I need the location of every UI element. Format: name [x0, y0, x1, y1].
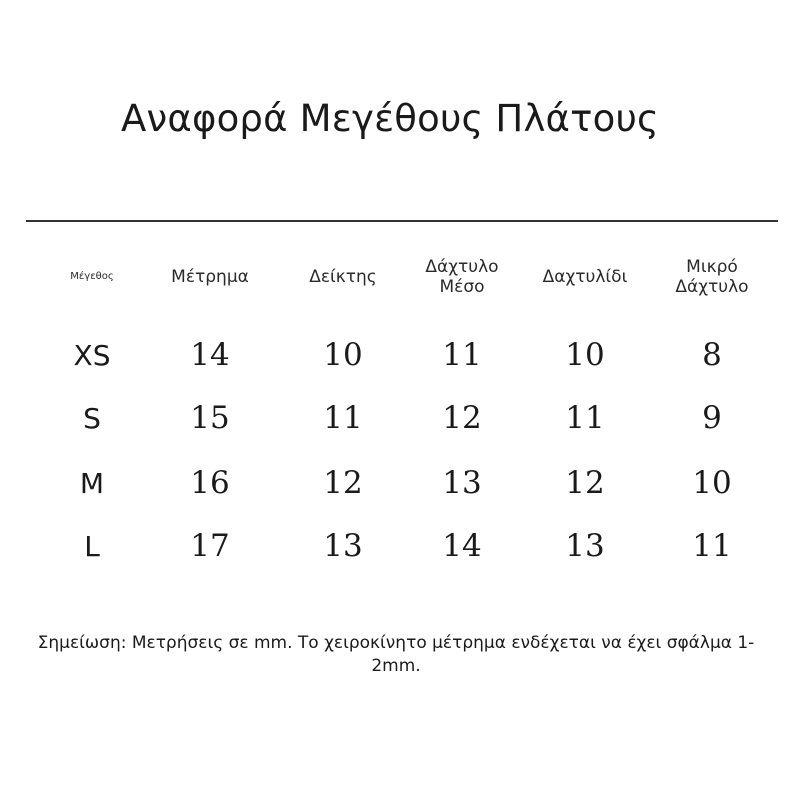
size-label: M — [79, 466, 105, 500]
table-cell: 11 — [323, 400, 363, 436]
size-label: L — [84, 529, 100, 563]
header-ring: Δαχτυλίδι — [542, 267, 628, 287]
table-cell: 12 — [323, 465, 363, 501]
size-label: S — [83, 401, 101, 435]
table-cell: 15 — [190, 400, 230, 436]
table-cell: 10 — [565, 337, 605, 373]
header-size: Μέγεθος — [70, 271, 114, 282]
table-cell: 14 — [190, 337, 230, 373]
table-cell: 13 — [323, 528, 363, 564]
table-cell: 17 — [190, 528, 230, 564]
header-little-finger: Μικρό Δάχτυλο — [675, 257, 749, 297]
size-label: XS — [73, 338, 111, 372]
measurement-note: Σημείωση: Μετρήσεις σε mm. Το χειροκίνητο μέτρημα ενδέχεται να έχει σφάλμα 1-2mm. — [37, 633, 755, 676]
table-cell: 11 — [565, 400, 605, 436]
table-cell: 10 — [692, 465, 732, 501]
table-cell: 11 — [442, 337, 482, 373]
table-cell: 8 — [702, 337, 722, 373]
table-cell: 16 — [190, 465, 230, 501]
header-index: Δείκτης — [309, 267, 377, 287]
table-cell: 12 — [442, 400, 482, 436]
table-cell: 14 — [442, 528, 482, 564]
header-middle-finger: Δάχτυλο Μέσο — [425, 257, 499, 297]
table-cell: 9 — [702, 400, 722, 436]
header-measurement: Μέτρημα — [171, 267, 249, 287]
table-cell: 13 — [565, 528, 605, 564]
table-cell: 12 — [565, 465, 605, 501]
table-cell: 10 — [323, 337, 363, 373]
divider — [26, 220, 778, 222]
table-cell: 11 — [692, 528, 732, 564]
table-cell: 13 — [442, 465, 482, 501]
page-title: Αναφορά Μεγέθους Πλάτους — [121, 96, 659, 140]
